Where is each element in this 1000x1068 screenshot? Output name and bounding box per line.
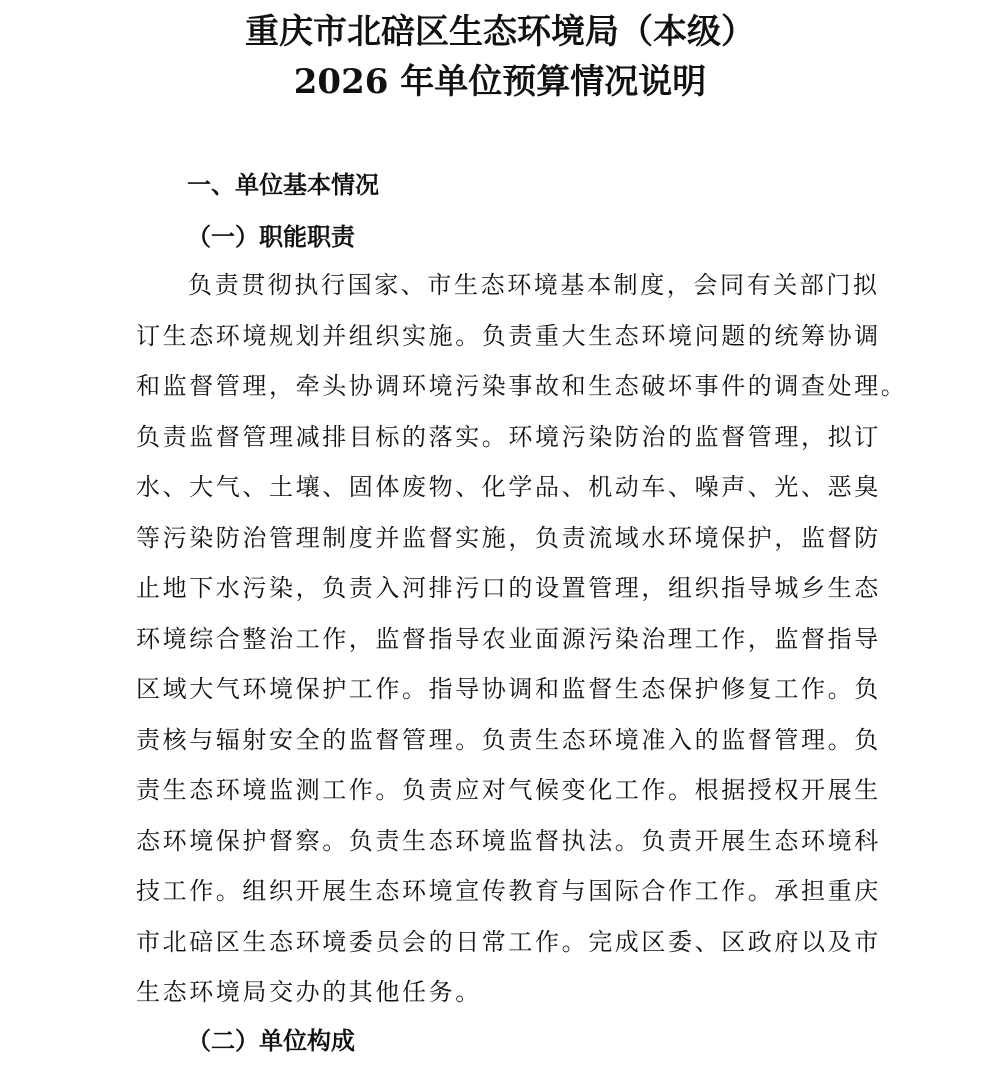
paragraph-line: 环境综合整治工作，监督指导农业面源污染治理工作，监督指导 (136, 624, 881, 653)
paragraph-line: 负责监督管理减排目标的落实。环境污染防治的监督管理，拟订 (136, 422, 881, 451)
paragraph-line: 和监督管理，牵头协调环境污染事故和生态破坏事件的调查处理。 (136, 372, 908, 400)
paragraph-line: 区域大气环境保护工作。指导协调和监督生态保护修复工作。负 (136, 675, 881, 703)
paragraph-line: 订生态环境规划并组织实施。负责重大生态环境问题的统筹协调 (136, 321, 881, 350)
paragraph-line: 生态环境局交办的其他任务。 (136, 978, 482, 1006)
paragraph-line: 技工作。组织开展生态环境宣传教育与国际合作工作。承担重庆 (136, 877, 881, 905)
paragraph-line: 市北碚区生态环境委员会的日常工作。完成区委、区政府以及市 (136, 927, 881, 956)
duties-paragraph (136, 268, 908, 1026)
paragraph-line: 责核与辐射安全的监督管理。负责生态环境准入的监督管理。负 (136, 725, 881, 754)
section-heading-basic-info: 一、单位基本情况 (187, 171, 379, 199)
subsection-heading-duties: （一）职能职责 (187, 222, 355, 251)
paragraph-line: 责生态环境监测工作。负责应对气候变化工作。根据授权开展生 (136, 776, 881, 804)
subsection-heading-composition: （二）单位构成 (187, 1026, 355, 1055)
paragraph-line: 负责贯彻执行国家、市生态环境基本制度，会同有关部门拟 (188, 271, 880, 299)
paragraph-line: 水、大气、土壤、固体废物、化学品、机动车、噪声、光、恶臭 (136, 473, 881, 501)
paragraph-line: 止地下水污染，负责入河排污口的设置管理，组织指导城乡生态 (136, 574, 881, 602)
document-title-line-2: 2026 年单位预算情况说明 (293, 62, 707, 102)
paragraph-line: 态环境保护督察。负责生态环境监督执法。负责开展生态环境科 (136, 826, 881, 855)
paragraph-line: 等污染防治管理制度并监督实施，负责流域水环境保护，监督防 (136, 523, 881, 552)
document-title-line-1: 重庆市北碚区生态环境局（本级） (245, 12, 755, 52)
